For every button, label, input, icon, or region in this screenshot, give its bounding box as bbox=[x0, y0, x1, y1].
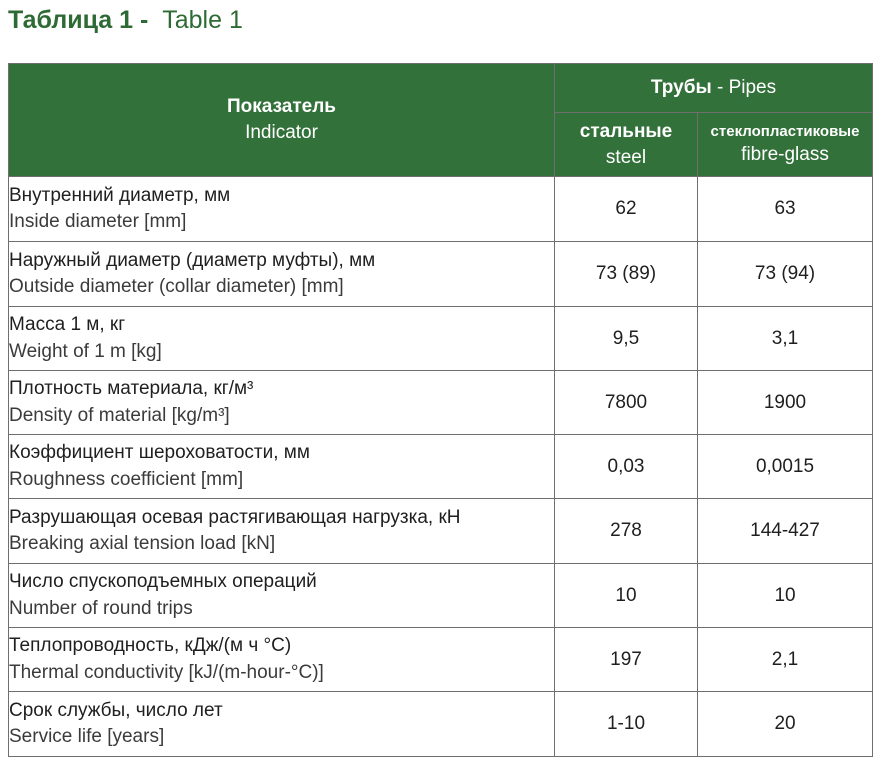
indicator-en: Breaking axial tension load [kN] bbox=[9, 533, 276, 554]
table-row bbox=[9, 371, 873, 435]
indicator-header-en: Indicator bbox=[245, 122, 318, 143]
indicator-en: Inside diameter [mm] bbox=[9, 211, 187, 232]
indicator-en: Service life [years] bbox=[9, 726, 165, 747]
pipe-comparison-table bbox=[8, 63, 873, 757]
indicator-ru: Плотность материала, кг/м³ bbox=[9, 378, 254, 400]
steel-value: 10 bbox=[555, 564, 698, 628]
indicator-ru: Число спускоподъемных операций bbox=[9, 571, 317, 593]
fibre-glass-value: 0,0015 bbox=[698, 435, 873, 499]
fibre-glass-value: 73 (94) bbox=[698, 242, 873, 307]
indicator-en: Roughness coefficient [mm] bbox=[9, 468, 244, 490]
pipes-header bbox=[555, 64, 873, 113]
indicator-cell bbox=[9, 435, 555, 499]
indicator-cell bbox=[9, 371, 555, 435]
steel-value: 1-10 bbox=[555, 692, 698, 757]
indicator-ru: Срок службы, число лет bbox=[9, 699, 223, 721]
fibre-glass-value: 1900 bbox=[698, 371, 873, 435]
table-row bbox=[9, 177, 873, 242]
indicator-cell bbox=[9, 499, 555, 564]
steel-header-ru: стальные bbox=[579, 120, 673, 142]
table-row bbox=[9, 499, 873, 564]
indicator-en: Thermal conductivity [kJ/(m-hour-°C)] bbox=[9, 661, 324, 683]
table-row bbox=[9, 242, 873, 307]
fibre-glass-value: 20 bbox=[698, 692, 873, 757]
title-ru: Таблица 1 - bbox=[8, 6, 149, 34]
fibre-glass-value: 63 bbox=[698, 177, 873, 242]
pipes-header-ru: Трубы bbox=[650, 77, 712, 99]
steel-value: 197 bbox=[555, 628, 698, 692]
indicator-en: Number of round trips bbox=[9, 597, 193, 619]
indicator-en: Density of material [kg/m³] bbox=[9, 404, 230, 426]
table-row bbox=[9, 628, 873, 692]
indicator-ru: Наружный диаметр (диаметр муфты), мм bbox=[9, 249, 376, 271]
title-en: Table 1 bbox=[162, 6, 243, 34]
fibre-glass-value: 144-427 bbox=[698, 499, 873, 564]
indicator-en: Outside diameter (collar diameter) [mm] bbox=[9, 276, 344, 297]
steel-value: 73 (89) bbox=[555, 242, 698, 307]
steel-value: 9,5 bbox=[555, 307, 698, 371]
indicator-ru: Масса 1 м, кг bbox=[9, 314, 126, 336]
steel-header-en: steel bbox=[605, 146, 647, 168]
fibre-glass-header-ru: стеклопластиковые bbox=[710, 122, 860, 140]
indicator-cell bbox=[9, 628, 555, 692]
steel-value: 278 bbox=[555, 499, 698, 564]
indicator-ru: Теплопроводность, кДж/(м ч °С) bbox=[9, 635, 292, 657]
indicator-cell bbox=[9, 564, 555, 628]
table-row bbox=[9, 307, 873, 371]
pipes-header-sep: - bbox=[716, 77, 724, 99]
page-title bbox=[8, 6, 243, 35]
steel-value: 62 bbox=[555, 177, 698, 242]
table-row bbox=[9, 692, 873, 757]
indicator-ru: Коэффициент шероховатости, мм bbox=[9, 442, 310, 464]
indicator-cell bbox=[9, 307, 555, 371]
steel-value: 0,03 bbox=[555, 435, 698, 499]
indicator-ru: Внутренний диаметр, мм bbox=[9, 184, 231, 206]
indicator-header-ru: Показатель bbox=[227, 96, 336, 118]
fibre-glass-value: 10 bbox=[698, 564, 873, 628]
steel-header bbox=[555, 113, 698, 177]
fibre-glass-value: 3,1 bbox=[698, 307, 873, 371]
indicator-ru: Разрушающая осевая растягивающая нагрузка, кН bbox=[9, 506, 461, 528]
indicator-cell bbox=[9, 242, 555, 307]
table-row bbox=[9, 435, 873, 499]
indicator-header bbox=[9, 64, 555, 177]
fibre-glass-header bbox=[698, 113, 873, 177]
indicator-cell bbox=[9, 692, 555, 757]
indicator-en: Weight of 1 m [kg] bbox=[9, 340, 162, 362]
fibre-glass-header-en: fibre-glass bbox=[741, 143, 829, 165]
pipes-header-en: Pipes bbox=[728, 77, 777, 99]
fibre-glass-value: 2,1 bbox=[698, 628, 873, 692]
steel-value: 7800 bbox=[555, 371, 698, 435]
indicator-cell bbox=[9, 177, 555, 242]
table-row bbox=[9, 564, 873, 628]
